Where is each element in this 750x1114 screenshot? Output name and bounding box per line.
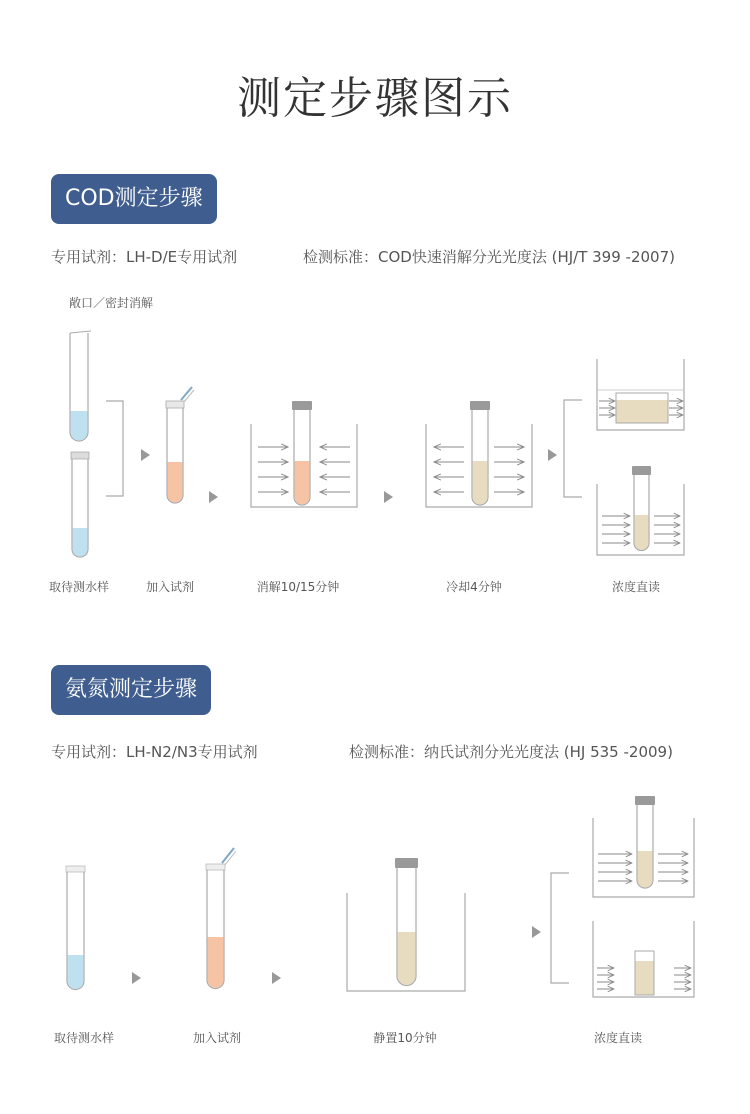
cod-section-badge: COD测定步骤 — [51, 174, 217, 224]
cod-step-arrow-3 — [384, 491, 393, 503]
ammonia-bracket-right — [551, 873, 569, 983]
ammonia-reagent-tube — [206, 848, 236, 989]
ammonia-step-arrow-2 — [272, 972, 281, 984]
ammonia-standard-text: 检测标准：纳氏试剂分光光度法 (HJ 535 -2009) — [349, 743, 673, 761]
cod-standard-text: 检测标准：COD快速消解分光光度法 (HJ/T 399 -2007) — [303, 248, 675, 266]
cod-bracket-right — [564, 400, 582, 497]
cod-step-arrow-2 — [209, 491, 218, 503]
cod-photometer-cuvette — [597, 359, 684, 430]
cod-photometer-tube — [597, 466, 684, 555]
cod-digestion-heater — [251, 401, 357, 507]
cod-reagent-tube — [166, 387, 194, 503]
ammonia-step-arrow-3 — [532, 926, 541, 938]
page-title: 测定步骤图示 — [237, 73, 513, 124]
cod-step-arrow-4 — [548, 449, 557, 461]
cod-step-label-4: 冷却4分钟 — [446, 580, 502, 594]
cod-digestion-note: 敞口／密封消解 — [69, 296, 154, 310]
ammonia-step-label-4: 浓度直读 — [593, 1031, 643, 1045]
ammonia-section-badge: 氨氮测定步骤 — [51, 665, 211, 715]
ammonia-step-label-2: 加入试剂 — [192, 1031, 242, 1045]
ammonia-sample-tube — [66, 866, 85, 990]
cod-step-arrow-1 — [141, 449, 150, 461]
cod-sample-tube-capped — [71, 452, 89, 557]
ammonia-step-arrow-1 — [132, 972, 141, 984]
cod-step-label-5: 浓度直读 — [611, 580, 661, 594]
ammonia-step-label-1: 取待测水样 — [53, 1031, 115, 1045]
ammonia-step-label-3: 静置10分钟 — [373, 1031, 437, 1045]
cod-sample-tube-open — [70, 331, 91, 441]
cod-step-label-1: 取待测水样 — [48, 580, 110, 594]
ammonia-reagent-text: 专用试剂：LH-N2/N3专用试剂 — [51, 743, 258, 761]
cod-step-label-2: 加入试剂 — [145, 580, 195, 594]
ammonia-photometer-cuvette — [593, 921, 694, 997]
cod-bracket-left — [106, 401, 123, 496]
cod-step-label-3: 消解10/15分钟 — [256, 580, 340, 594]
ammonia-standing-beaker — [347, 858, 465, 991]
cod-reagent-text: 专用试剂：LH-D/E专用试剂 — [51, 248, 238, 266]
cod-cooling-bath — [426, 401, 532, 507]
ammonia-photometer-tube — [593, 796, 694, 897]
